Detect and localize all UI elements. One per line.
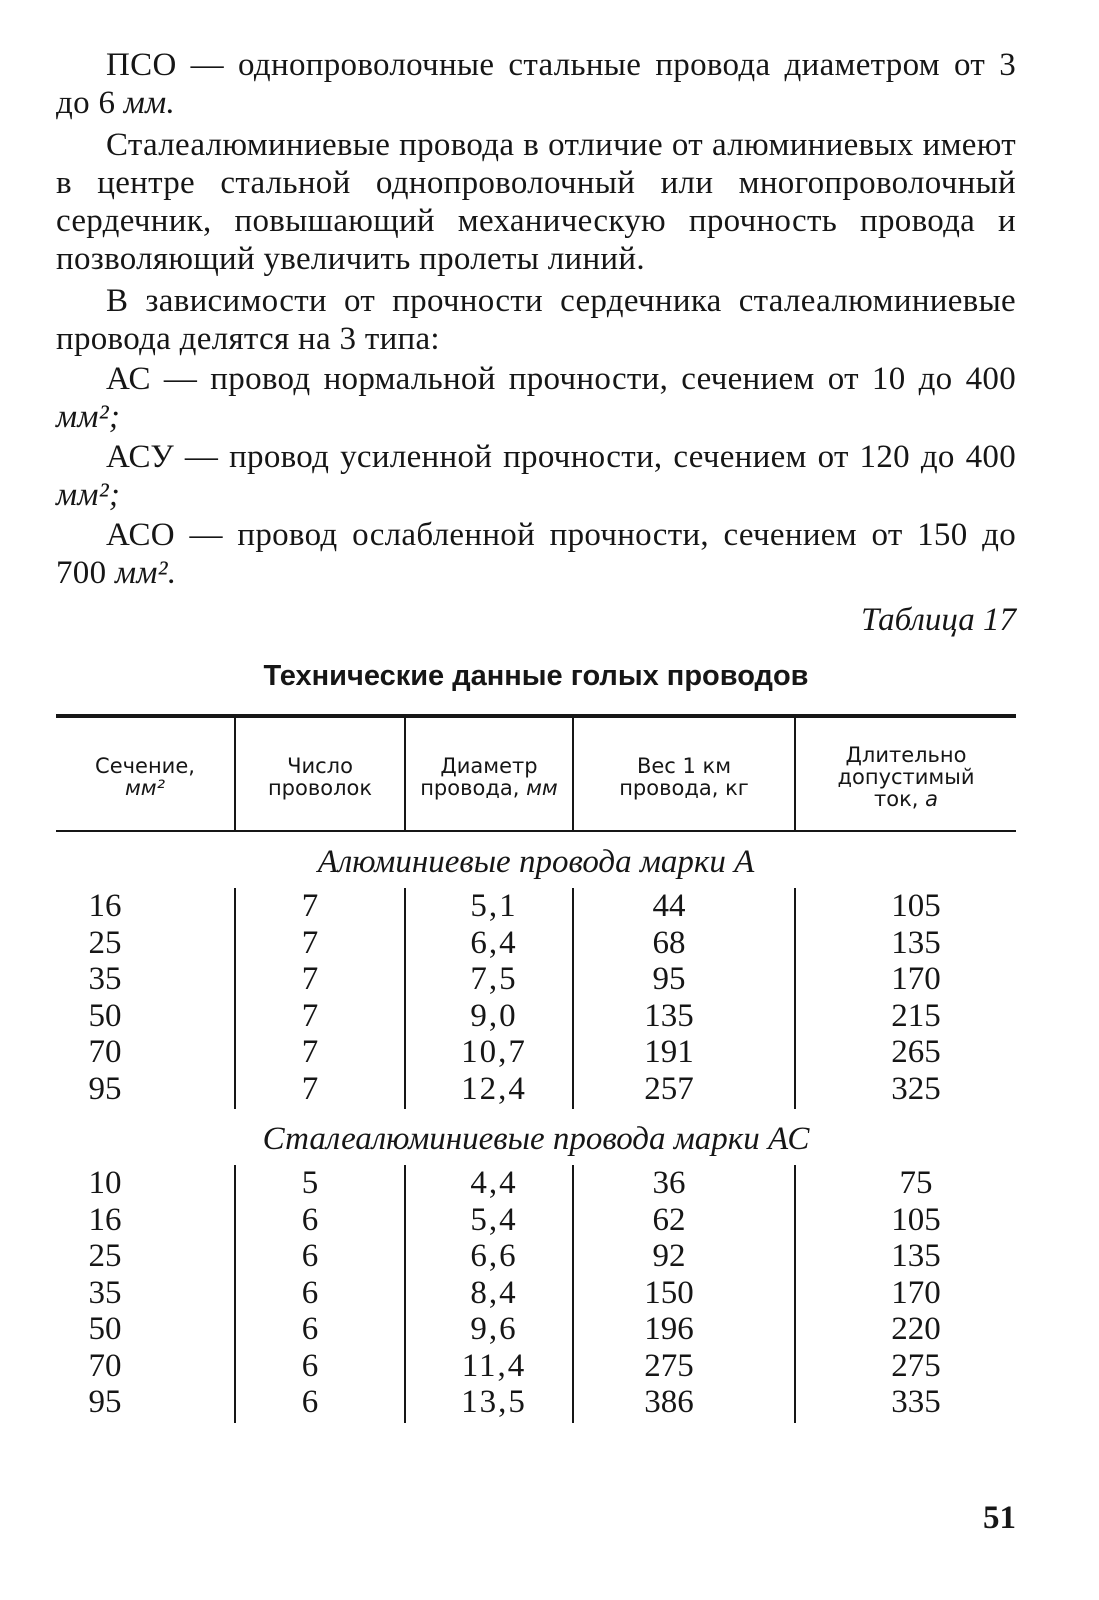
paragraph-steel-aluminium	[56, 126, 1016, 278]
cell-current: 135	[891, 1238, 941, 1274]
cell-weight: 44	[652, 888, 686, 924]
paragraph-type-ac	[56, 360, 1016, 436]
cell-weight: 275	[644, 1347, 694, 1384]
paragraph-types-intro-text: В зависимости от прочности сердечника сталеалюминиевые провода делятся на 3 типа:	[56, 283, 1016, 357]
cell-section: 35	[88, 1274, 122, 1311]
column-current	[796, 888, 1016, 1109]
cell-diameter: 10,7	[461, 1034, 527, 1070]
header-diameter-label: Диаметр провода,	[420, 754, 538, 800]
table-title: Технические данные голых проводов	[263, 660, 809, 692]
paragraph-pso-text: ПСО — однопроволочные стальные провода диаметром от 3 до 6	[56, 47, 1016, 121]
column-weight	[574, 1165, 796, 1423]
cell-current: 215	[891, 997, 941, 1034]
cell-current: 265	[891, 1034, 941, 1070]
cell-wires: 7	[301, 997, 319, 1034]
cell-wires: 6	[301, 1311, 319, 1347]
cell-diameter: 9,0	[470, 997, 518, 1034]
paragraph-type-acu-text: АСУ — провод усиленной прочности, сечением от 120 до 400	[106, 439, 1016, 475]
cell-weight: 257	[644, 1070, 694, 1107]
cell-diameter: 4,4	[470, 1165, 518, 1201]
cell-diameter: 5,1	[470, 888, 518, 924]
header-wires	[236, 718, 406, 830]
cell-section: 25	[88, 924, 122, 961]
cell-wires: 6	[301, 1274, 319, 1311]
column-current	[796, 1165, 1016, 1423]
cell-current: 325	[891, 1070, 941, 1107]
paragraph-type-aco-text: АСО — провод ослабленной прочности, сечением от 150 до 700	[56, 517, 1016, 591]
column-weight	[574, 888, 796, 1109]
header-weight-label: Вес 1 км провода, кг	[619, 754, 749, 800]
cell-weight: 62	[652, 1201, 686, 1238]
header-weight	[574, 718, 796, 830]
paragraph-pso-unit: мм.	[123, 85, 176, 121]
paragraph-type-acu-unit: мм²;	[56, 477, 121, 513]
cell-section: 35	[88, 961, 122, 997]
paragraph-type-acu	[56, 438, 1016, 514]
cell-wires: 6	[301, 1238, 319, 1274]
cell-current: 135	[891, 924, 941, 961]
column-section	[56, 1165, 236, 1423]
paragraph-type-ac-text: АС — провод нормальной прочности, сечением от 10 до 400	[106, 361, 1016, 397]
cell-wires: 7	[301, 924, 319, 961]
cell-weight: 386	[644, 1384, 694, 1420]
cell-weight: 150	[644, 1274, 694, 1311]
cell-section: 16	[88, 1201, 122, 1238]
table-header	[56, 718, 1016, 830]
cell-diameter: 7,5	[470, 961, 518, 997]
header-section	[56, 718, 236, 830]
cell-wires: 6	[301, 1384, 319, 1420]
header-diameter	[406, 718, 574, 830]
paragraph-types-intro	[56, 282, 1016, 358]
header-section-unit: мм²	[124, 776, 166, 800]
cell-weight: 191	[644, 1034, 694, 1070]
cell-weight: 92	[652, 1238, 686, 1274]
group-title-aluminium: Алюминиевые провода марки А	[317, 844, 755, 880]
column-diameter	[406, 1165, 574, 1423]
paragraph-type-aco-unit: мм².	[114, 555, 177, 591]
cell-wires: 7	[301, 1034, 319, 1070]
group-title-steel-aluminium: Сталеалюминиевые провода марки АС	[262, 1121, 810, 1157]
cell-section: 16	[88, 888, 122, 924]
table-number: Таблица 17	[861, 602, 1016, 638]
column-wires	[236, 888, 406, 1109]
cell-diameter: 12,4	[461, 1070, 527, 1107]
column-wires	[236, 1165, 406, 1423]
paragraph-type-ac-unit: мм²;	[56, 399, 121, 435]
cell-current: 105	[891, 1201, 941, 1238]
cell-current: 75	[899, 1165, 933, 1201]
page-number: 51	[983, 1500, 1016, 1536]
header-current	[796, 718, 1016, 830]
cell-wires: 7	[301, 961, 319, 997]
cell-diameter: 9,6	[470, 1311, 518, 1347]
header-section-label: Сечение,	[95, 754, 195, 778]
header-wires-label: Число проволок	[267, 754, 373, 800]
cell-current: 275	[891, 1347, 941, 1384]
cell-weight: 68	[652, 924, 686, 961]
cell-current: 105	[891, 888, 941, 924]
cell-section: 10	[88, 1165, 122, 1201]
column-section	[56, 888, 236, 1109]
paragraph-pso	[56, 46, 1016, 122]
cell-section: 70	[88, 1347, 122, 1384]
cell-section: 50	[88, 1311, 122, 1347]
cell-diameter: 8,4	[470, 1274, 518, 1311]
cell-wires: 7	[301, 1070, 319, 1107]
cell-current: 170	[891, 961, 941, 997]
group-rows-steel-aluminium	[56, 1165, 1016, 1423]
header-diameter-unit: мм	[526, 776, 558, 800]
group-rows-aluminium	[56, 888, 1016, 1109]
page-body	[56, 46, 1016, 1423]
cell-diameter: 11,4	[461, 1347, 527, 1384]
cell-section: 70	[88, 1034, 122, 1070]
cell-diameter: 6,4	[470, 924, 518, 961]
cell-weight: 135	[644, 997, 694, 1034]
cell-current: 170	[891, 1274, 941, 1311]
cell-wires: 6	[301, 1347, 319, 1384]
cell-section: 95	[88, 1070, 122, 1107]
cell-diameter: 6,6	[470, 1238, 518, 1274]
cell-diameter: 5,4	[470, 1201, 518, 1238]
cell-current: 335	[891, 1384, 941, 1420]
cell-weight: 196	[644, 1311, 694, 1347]
paragraph-steel-aluminium-text: Сталеалюминиевые провода в отличие от алюминиевых имеют в центре стальной однопроволочный или многопроволочный сердечник, повышающий механическую прочность провода и позволяющий увеличить пролеты линий.	[56, 127, 1016, 277]
header-current-label: Длительно допустимый ток,	[837, 743, 975, 811]
cell-section: 25	[88, 1238, 122, 1274]
cell-wires: 5	[301, 1165, 319, 1201]
paragraph-type-aco	[56, 516, 1016, 592]
cell-weight: 36	[652, 1165, 686, 1201]
header-current-unit: а	[925, 787, 938, 811]
cell-current: 220	[891, 1311, 941, 1347]
column-diameter	[406, 888, 574, 1109]
cell-section: 50	[88, 997, 122, 1034]
cell-diameter: 13,5	[461, 1384, 527, 1420]
cell-section: 95	[88, 1384, 122, 1420]
cell-wires: 7	[301, 888, 319, 924]
cell-wires: 6	[301, 1201, 319, 1238]
cell-weight: 95	[652, 961, 686, 997]
table-header-rule	[56, 830, 1016, 832]
